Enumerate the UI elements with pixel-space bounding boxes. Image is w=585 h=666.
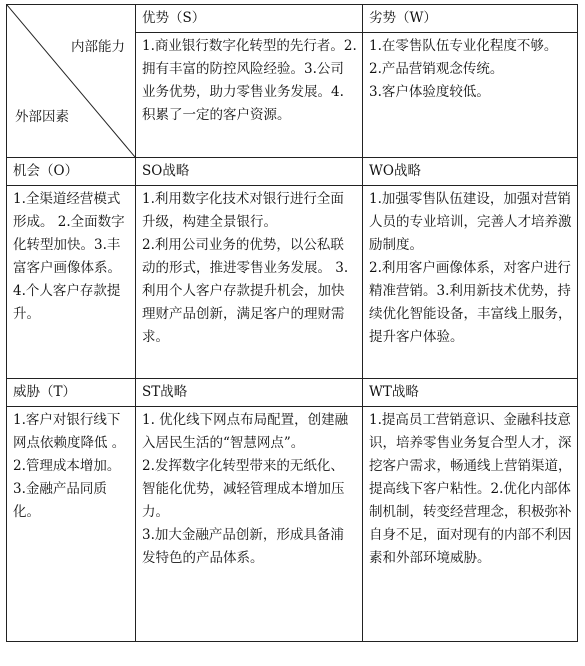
row-threat-header [7,379,578,407]
wt-text: 1.提高员工营销意识、金融科技意识，培养零售业务复合型人才，深挖客户需求，畅通线上营销渠道，提高线下客户粘性。2.优化内部体制机制，转变经营理念，积极弥补自身不足，面对现有的内部不利因素和外部环境威胁。 [369,412,572,566]
row-header [7,5,578,33]
wo-header: WO战略 [363,158,578,186]
st-header: ST战略 [136,379,363,407]
threat-header: 威胁（T） [7,379,136,407]
strength-header: 优势（S） [136,5,363,33]
weakness-header: 劣势（W） [363,5,578,33]
wt-header: WT战略 [363,379,578,407]
wt-cell [363,407,578,642]
diagonal-line [7,5,135,157]
opportunity-text: 1.全渠道经营模式形成。 2.全面数字化转型加快。3.丰富客户画像体系。4.个人客户存款提升。 [13,191,125,322]
wo-text: 1.加强零售队伍建设，加强对营销人员的专业培训，完善人才培养激励制度。 2.利用客户画像体系，对客户进行精准营销。3.利用新技术优势，持续优化智能设备，丰富线上服务，提升客户体验。 [369,191,572,345]
weakness-text: 1.在零售队伍专业化程度不够。 2.产品营销观念传统。 3.客户体验度较低。 [369,38,558,100]
threat-cell [7,407,136,642]
row-opportunity-content [7,186,578,379]
row-threat-content [7,407,578,642]
so-cell [136,186,363,379]
internal-capability-label: 内部能力 [71,39,125,55]
strength-cell [136,33,363,158]
so-header: SO战略 [136,158,363,186]
st-text: 1. 优化线下网点布局配置，创建融入居民生活的“智慧网点”。 2.发挥数字化转型带来的无纸化、智能化优势，减轻管理成本增加压力。 3.加大金融产品创新，形成具备浦发特色的产品体系。 [142,412,349,566]
threat-text: 1.客户对银行线下网点依赖度降低 。 2.管理成本增加。 3.金融产品同质化。 [13,412,126,520]
external-factor-label: 外部因素 [15,109,69,125]
wo-cell [363,186,578,379]
weakness-cell [363,33,578,158]
opportunity-header: 机会（O） [7,158,136,186]
opportunity-cell [7,186,136,379]
st-cell [136,407,363,642]
so-text: 1.利用数字化技术对银行进行全面升级，构建全景银行。 2.利用公司业务的优势，以公私联动的形式，推进零售业务发展。 3.利用个人客户存款提升机会，加快理财产品创新，满足客户的理财需求。 [142,191,349,345]
diagonal-corner-cell [7,5,136,158]
row-opportunity-header [7,158,578,186]
strength-text: 1.商业银行数字化转型的先行者。2.拥有丰富的防控风险经验。3.公司业务优势，助力零售业务发展。4.积累了一定的客户资源。 [142,38,357,123]
swot-table [6,4,578,642]
